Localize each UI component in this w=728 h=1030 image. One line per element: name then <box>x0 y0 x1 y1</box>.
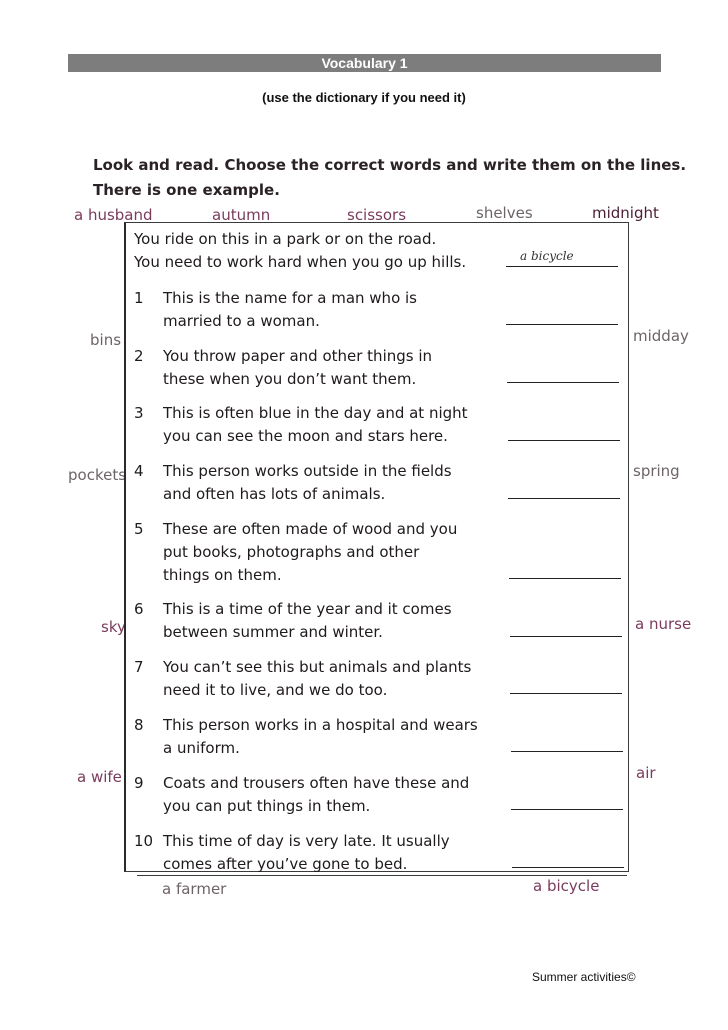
answer-line-5[interactable] <box>509 578 621 579</box>
word-a-wife: a wife <box>77 768 122 786</box>
worksheet-subtitle: (use the dictionary if you need it) <box>262 90 466 105</box>
question-text: you can put things in them. <box>163 797 371 815</box>
answer-line-8[interactable] <box>511 751 623 752</box>
answer-line-4[interactable] <box>508 498 620 499</box>
question-8 <box>134 714 478 760</box>
question-5 <box>134 518 457 587</box>
example-answer: a bicycle <box>520 249 574 263</box>
answer-line-3[interactable] <box>508 440 620 441</box>
question-text: This person works outside in the fields <box>163 462 452 480</box>
question-text: comes after you’ve gone to bed. <box>163 855 408 873</box>
question-text: These are often made of wood and you <box>163 520 458 538</box>
word-a-farmer: a farmer <box>162 880 227 898</box>
question-number: 8 <box>134 716 144 734</box>
question-text: This person works in a hospital and wears <box>163 716 478 734</box>
question-text: Coats and trousers often have these and <box>163 774 470 792</box>
question-text: need it to live, and we do too. <box>163 681 388 699</box>
question-text: This is often blue in the day and at night <box>163 404 468 422</box>
question-number: 6 <box>134 600 144 618</box>
word-midday: midday <box>633 327 689 345</box>
question-number: 7 <box>134 658 144 676</box>
answer-line-6[interactable] <box>510 636 622 637</box>
example-line-1: You ride on this in a park or on the road. <box>134 230 437 248</box>
question-text: things on them. <box>163 566 282 584</box>
answer-line-1[interactable] <box>506 324 618 325</box>
question-text: This time of day is very late. It usually <box>163 832 450 850</box>
question-7 <box>134 656 471 702</box>
word-midnight: midnight <box>592 204 659 222</box>
question-text: you can see the moon and stars here. <box>163 427 448 445</box>
answer-line-2[interactable] <box>507 382 619 383</box>
word-bins: bins <box>90 331 122 349</box>
question-number: 2 <box>134 347 144 365</box>
question-text: You throw paper and other things in <box>163 347 433 365</box>
word-autumn: autumn <box>212 206 271 224</box>
question-text: put books, photographs and other <box>163 543 420 561</box>
question-number: 5 <box>134 520 144 538</box>
word-air: air <box>636 764 656 782</box>
worksheet-title: Vocabulary 1 <box>68 54 661 72</box>
question-text: This is a time of the year and it comes <box>163 600 452 618</box>
question-text: You can’t see this but animals and plants <box>163 658 472 676</box>
example-line-2: You need to work hard when you go up hills. <box>134 253 467 271</box>
question-text: and often has lots of animals. <box>163 485 386 503</box>
question-number: 10 <box>134 832 154 850</box>
instructions-line-1: Look and read. Choose the correct words and write them on the lines. <box>93 156 687 174</box>
question-number: 9 <box>134 774 144 792</box>
question-number: 1 <box>134 289 144 307</box>
question-text: between summer and winter. <box>163 623 383 641</box>
word-scissors: scissors <box>347 206 407 224</box>
answer-line-10[interactable] <box>512 867 624 868</box>
footer-credit: Summer activities© <box>532 970 636 984</box>
word-pockets: pockets <box>68 466 127 484</box>
question-10 <box>134 830 450 876</box>
word-a-husband: a husband <box>74 206 153 224</box>
question-text: a uniform. <box>163 739 240 757</box>
question-1 <box>134 287 417 333</box>
question-3 <box>134 402 468 448</box>
example-answer-line <box>506 266 618 267</box>
instructions <box>93 153 686 203</box>
instructions-line-2: There is one example. <box>93 181 280 199</box>
word-sky: sky <box>101 618 126 636</box>
question-text: This is the name for a man who is <box>163 289 417 307</box>
answer-line-9[interactable] <box>511 809 623 810</box>
word-shelves: shelves <box>476 204 533 222</box>
question-2 <box>134 345 432 391</box>
word-spring: spring <box>633 462 680 480</box>
question-text: married to a woman. <box>163 312 320 330</box>
question-9 <box>134 772 469 818</box>
word-a-bicycle: a bicycle <box>533 877 600 895</box>
question-number: 3 <box>134 404 144 422</box>
answer-line-7[interactable] <box>510 693 622 694</box>
question-4 <box>134 460 452 506</box>
question-text: these when you don’t want them. <box>163 370 417 388</box>
example-question <box>134 228 466 274</box>
word-a-nurse: a nurse <box>635 615 692 633</box>
question-number: 4 <box>134 462 144 480</box>
question-6 <box>134 598 452 644</box>
